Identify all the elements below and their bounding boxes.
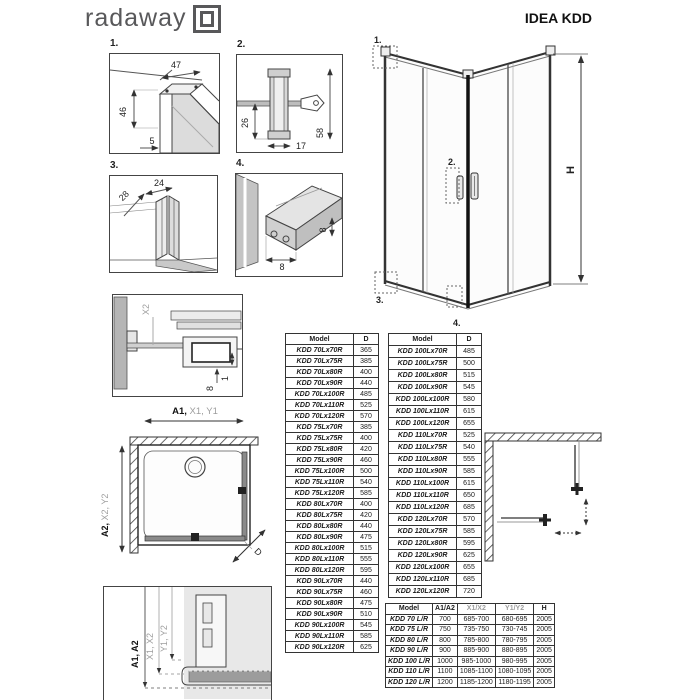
dim-47: 47 <box>170 60 182 70</box>
label-y1-y2: Y1, Y2 <box>159 625 169 652</box>
table-row: KDD 75 L/R 750 735-750 730-745 2005 <box>386 625 555 636</box>
table-row: KDD 90 L/R 900 885-900 880-895 2005 <box>386 646 555 657</box>
table-row: KDD 80Lx90R 475 <box>286 532 379 543</box>
table-row: KDD 75Lx80R 420 <box>286 444 379 455</box>
brand-logo-text: radaway <box>85 4 187 32</box>
dim-17: 17 <box>295 141 307 151</box>
callout-4: 4. <box>453 318 461 328</box>
table-row: KDD 75Lx110R 540 <box>286 477 379 488</box>
table-row: KDD 75Lx100R 500 <box>286 466 379 477</box>
table-row: KDD 70Lx80R 400 <box>286 367 379 378</box>
detail4-drawing <box>235 173 343 277</box>
table-row: KDD 120Lx80R 595 <box>389 538 482 550</box>
dim-24: 24 <box>153 178 165 188</box>
detail1-drawing <box>109 53 220 154</box>
detail3-number: 3. <box>110 160 119 171</box>
table-row: KDD 90Lx70R 440 <box>286 576 379 587</box>
table-row: KDD 110Lx110R 650 <box>389 490 482 502</box>
table-row: KDD 120 L/R 1200 1185-1200 1180-1195 2005 <box>386 677 555 688</box>
page-title: IDEA KDD <box>524 10 592 26</box>
column-header: Model <box>286 334 354 345</box>
column-header: Model <box>386 604 433 615</box>
table-row: KDD 110Lx75R 540 <box>389 442 482 454</box>
table-row: KDD 90Lx100R 545 <box>286 620 379 631</box>
dim-8: 8 <box>205 385 215 391</box>
dim-58: 58 <box>315 127 325 139</box>
table-row: KDD 70Lx120R 570 <box>286 411 379 422</box>
table-row: KDD 110Lx120R 685 <box>389 502 482 514</box>
enclosure-3d-drawing <box>370 30 610 330</box>
table-row: KDD 70Lx90R 440 <box>286 378 379 389</box>
table-row: KDD 110 L/R 1100 1085-1100 1080-1095 2005 <box>386 667 555 678</box>
handle-section-drawing <box>237 55 342 152</box>
dim-1: 1 <box>220 375 230 381</box>
top-rail-section-drawing <box>113 295 242 396</box>
label-x2: X2 <box>141 303 151 315</box>
table-row: KDD 70Lx70R 365 <box>286 345 379 356</box>
table-row: KDD 80Lx120R 595 <box>286 565 379 576</box>
table-row: KDD 75Lx120R 585 <box>286 488 379 499</box>
dim-46: 46 <box>118 106 128 118</box>
dim-a2-x2-y2: A2, X2, Y2 <box>100 493 110 537</box>
detail4-number: 4. <box>236 158 245 169</box>
column-header: Y1/Y2 <box>495 604 533 615</box>
table-row: KDD 100Lx80R 515 <box>389 370 482 382</box>
dimension-table <box>385 603 555 688</box>
table-row: KDD 90Lx110R 585 <box>286 631 379 642</box>
table-row: KDD 120Lx100R 655 <box>389 562 482 574</box>
table-row: KDD 110Lx100R 615 <box>389 478 482 490</box>
column-header: D <box>354 334 379 345</box>
table-row: KDD 90Lx80R 475 <box>286 598 379 609</box>
table-row: KDD 110Lx90R 585 <box>389 466 482 478</box>
table-row: KDD 100Lx75R 500 <box>389 358 482 370</box>
callout-2: 2. <box>448 157 456 167</box>
dim-26: 26 <box>240 117 250 129</box>
table-row: KDD 100Lx90R 545 <box>389 382 482 394</box>
table-row: KDD 120Lx120R 720 <box>389 586 482 598</box>
table-row: KDD 100Lx120R 655 <box>389 418 482 430</box>
table-row: KDD 100Lx100R 580 <box>389 394 482 406</box>
dim-a1-arrow <box>115 414 275 428</box>
table-row: KDD 75Lx75R 400 <box>286 433 379 444</box>
detail2-number: 2. <box>237 39 246 50</box>
callout-1: 1. <box>374 35 382 45</box>
table-row: KDD 100Lx110R 615 <box>389 406 482 418</box>
table-row: KDD 90Lx90R 510 <box>286 609 379 620</box>
table-row: KDD 110Lx70R 525 <box>389 430 482 442</box>
callout-3: 3. <box>376 295 384 305</box>
detail2-drawing <box>236 54 343 153</box>
table-row: KDD 120Lx70R 570 <box>389 514 482 526</box>
table-row: KDD 70Lx75R 385 <box>286 356 379 367</box>
detail3-drawing <box>109 175 218 273</box>
table-row: KDD 70Lx110R 525 <box>286 400 379 411</box>
dim-a1-x1-y1: A1, X1, Y1 <box>172 406 218 417</box>
dim-5: 5 <box>149 136 155 146</box>
section-bottom-drawing <box>103 586 272 700</box>
dim-28: 28 <box>116 188 131 203</box>
table-row: KDD 80Lx80R 440 <box>286 521 379 532</box>
brand-logo <box>85 4 221 33</box>
table-row: KDD 100Lx70R 485 <box>389 346 482 358</box>
table-row: KDD 80 L/R 800 785-800 780-795 2005 <box>386 635 555 646</box>
door-opening-schematic <box>483 425 643 600</box>
column-header: X1/X2 <box>457 604 495 615</box>
table-row: KDD 75Lx70R 385 <box>286 422 379 433</box>
table-row: KDD 80Lx75R 420 <box>286 510 379 521</box>
column-header: Model <box>389 334 457 346</box>
table-row: KDD 120Lx90R 625 <box>389 550 482 562</box>
plan-view-drawing <box>95 430 275 575</box>
bottom-rail-detail-drawing <box>236 174 342 276</box>
section-top-drawing <box>112 294 243 397</box>
table-row: KDD 90Lx75R 460 <box>286 587 379 598</box>
column-header: D <box>457 334 482 346</box>
table-row: KDD 80Lx110R 555 <box>286 554 379 565</box>
table-row: KDD 70Lx100R 485 <box>286 389 379 400</box>
model-table-right <box>388 333 482 598</box>
table-row: KDD 100 L/R 1000 985-1000 980-995 2005 <box>386 656 555 667</box>
table-row: KDD 70 L/R 700 685-700 680-695 2005 <box>386 614 555 625</box>
column-header: A1/A2 <box>433 604 458 615</box>
label-a1-a2: A1, A2 <box>130 640 140 668</box>
table-row: KDD 80Lx100R 515 <box>286 543 379 554</box>
table-row: KDD 120Lx110R 685 <box>389 574 482 586</box>
table-row: KDD 80Lx70R 400 <box>286 499 379 510</box>
wall-profile-detail-drawing <box>110 54 219 153</box>
detail1-number: 1. <box>110 38 119 49</box>
dim-H: H <box>565 166 577 174</box>
dim-8-side: 8 <box>318 227 328 233</box>
model-table-left <box>285 333 379 653</box>
brand-logo-icon <box>193 5 221 33</box>
dim-D: D <box>252 546 264 558</box>
table-row: KDD 90Lx120R 625 <box>286 642 379 653</box>
dim-8-bottom: 8 <box>279 262 285 272</box>
column-header: H <box>534 604 555 615</box>
table-row: KDD 75Lx90R 460 <box>286 455 379 466</box>
table-row: KDD 110Lx80R 555 <box>389 454 482 466</box>
corner-profile-detail-drawing <box>110 176 217 272</box>
table-row: KDD 120Lx75R 585 <box>389 526 482 538</box>
label-x1-x2: X1, X2 <box>145 632 155 660</box>
